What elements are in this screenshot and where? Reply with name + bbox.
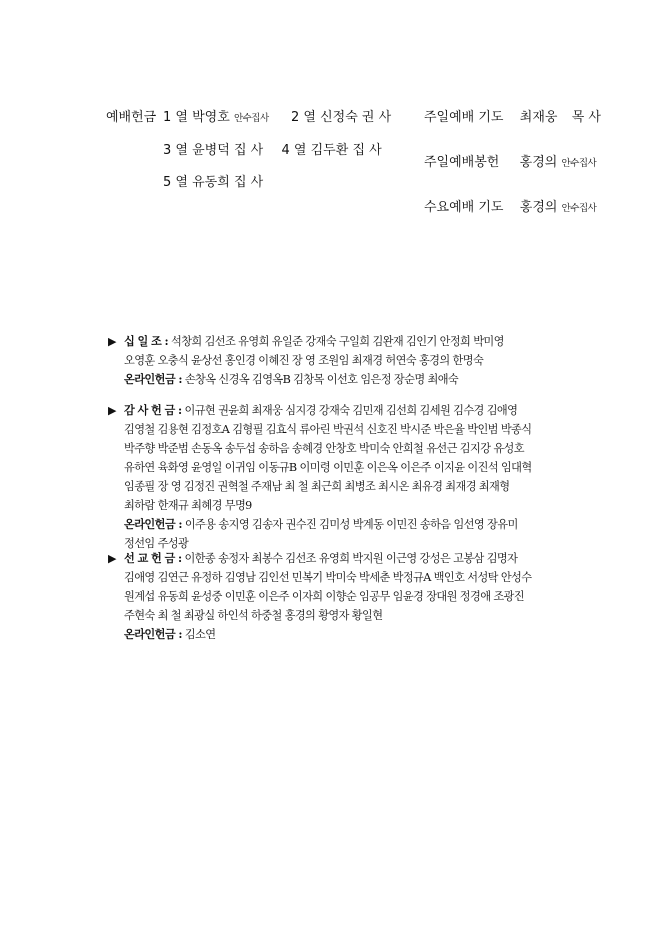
person-name: 김두환 [310,143,349,158]
section-line [108,587,568,606]
role-sunday-prayer [424,106,601,125]
person-name: 박영호 [192,110,230,125]
donor-names: 이한종 송정자 최봉수 김선조 유영희 박지원 이근영 강성은 고봉삼 김명자 [181,552,518,565]
section-line [108,370,568,389]
person-title: 권 사 [361,110,392,125]
section-line [108,351,568,370]
donor-names: 김소연 [181,628,216,641]
role-title: 안수집사 [561,203,597,214]
thanksgiving-section [108,401,568,553]
section-line [108,401,568,420]
donor-names: 박주향 박준범 손동옥 송두섭 송하음 송혜경 안창호 박미숙 안희철 유선근 김지강 유성호 [124,442,524,455]
person-title: 집 사 [233,143,264,158]
row-number: 4 [281,143,290,158]
role-label: 수요예배 기도 [424,200,504,215]
role-title: 목 사 [571,110,601,125]
offering-row-1 [163,106,391,125]
arrow-right-icon: ▶ [108,335,116,348]
row-unit: 열 [303,110,316,125]
donor-names: 이주용 송지영 김송자 권수진 김미성 박계동 이민진 송하음 임선영 장유미 [181,518,518,531]
person-name: 신정숙 [320,110,358,125]
row-unit: 열 [175,110,188,125]
donor-names: 손창옥 신경옥 김영옥B 김창목 이선호 임은정 장순명 최애숙 [181,373,459,386]
online-heading: 온라인헌금 : [124,517,182,531]
donor-names: 정선임 주성광 [124,537,189,550]
section-line [108,549,568,568]
donor-names: 김애영 김연근 유정하 김영남 김인선 민복기 박미숙 박세춘 박정규A 백인호 서성탁 안성수 [124,571,532,584]
person-name: 유동희 [192,175,230,190]
section-heading: 감 사 헌 금 : [124,403,182,417]
offering-row-3 [163,171,263,190]
arrow-right-icon: ▶ [108,404,116,417]
role-sunday-offering [424,151,596,170]
row-number: 5 [163,175,172,190]
role-label: 주일예배봉헌 [424,155,500,170]
section-line [108,420,568,439]
section-line [108,606,568,625]
mission-section [108,549,568,644]
online-heading: 온라인헌금 : [124,627,182,641]
section-line [108,332,568,351]
row-number: 1 [163,110,172,125]
role-wednesday-prayer [424,196,596,215]
row-number: 2 [290,110,300,125]
person-title: 집 사 [352,143,382,158]
online-heading: 온라인헌금 : [124,372,182,386]
section-heading: 선 교 헌 금 : [124,551,182,565]
section-line [108,458,568,477]
row-unit: 열 [293,143,307,158]
donor-names: 유하연 육화영 윤영일 이귀임 이동규B 이미령 이민훈 이은옥 이은주 이지윤 이진석 임대혁 [124,461,532,474]
section-line [108,568,568,587]
role-title: 안수집사 [561,158,597,169]
row-unit: 열 [175,143,188,158]
role-name: 홍경의 [519,200,558,215]
row-unit: 열 [175,175,188,190]
section-line [108,625,568,644]
section-line [108,439,568,458]
role-label: 주일예배 기도 [424,110,504,125]
donor-names: 주현숙 최 철 최광실 하인석 하중철 홍경의 황영자 황일현 [124,609,383,622]
person-title: 안수집사 [233,113,269,124]
person-name: 윤병덕 [192,143,230,158]
donor-names: 최하람 한재규 최혜경 무명9 [124,499,252,512]
donor-names: 이규현 권윤희 최재웅 심지경 강재숙 김민재 김선희 김세원 김수경 김애영 [181,404,518,417]
section-line [108,477,568,496]
donor-names: 김영철 김용현 김정호A 김형필 김효식 류아린 박권석 신호진 박시준 박은율 박인범 박종식 [124,423,532,436]
offering-label: 예배헌금 [106,110,157,125]
donor-names: 임종필 장 영 김정진 권혁철 주재남 최 철 최근희 최병조 최시온 최유경 최재경 최재형 [124,480,510,493]
offering-row-2 [163,139,382,158]
donor-names: 원계섭 유동희 윤성중 이민훈 이은주 이자희 이향순 임공무 임윤경 장대원 정경애 조광진 [124,590,524,603]
tithe-section [108,332,568,389]
donor-names: 오영훈 오충식 윤상선 홍인경 이혜진 장 영 조원임 최재경 허연숙 홍경의 한명숙 [124,354,484,367]
role-name: 최재웅 [519,110,558,125]
section-heading: 십 일 조 : [124,334,169,348]
role-name: 홍경의 [519,155,558,170]
row-number: 3 [163,143,172,158]
person-title: 집 사 [233,175,264,190]
arrow-right-icon: ▶ [108,552,116,565]
section-line [108,515,568,534]
section-line [108,496,568,515]
donor-names: 석창희 김선조 유영희 유일준 강재숙 구일희 김완재 김인기 안정희 박미영 [168,335,504,348]
